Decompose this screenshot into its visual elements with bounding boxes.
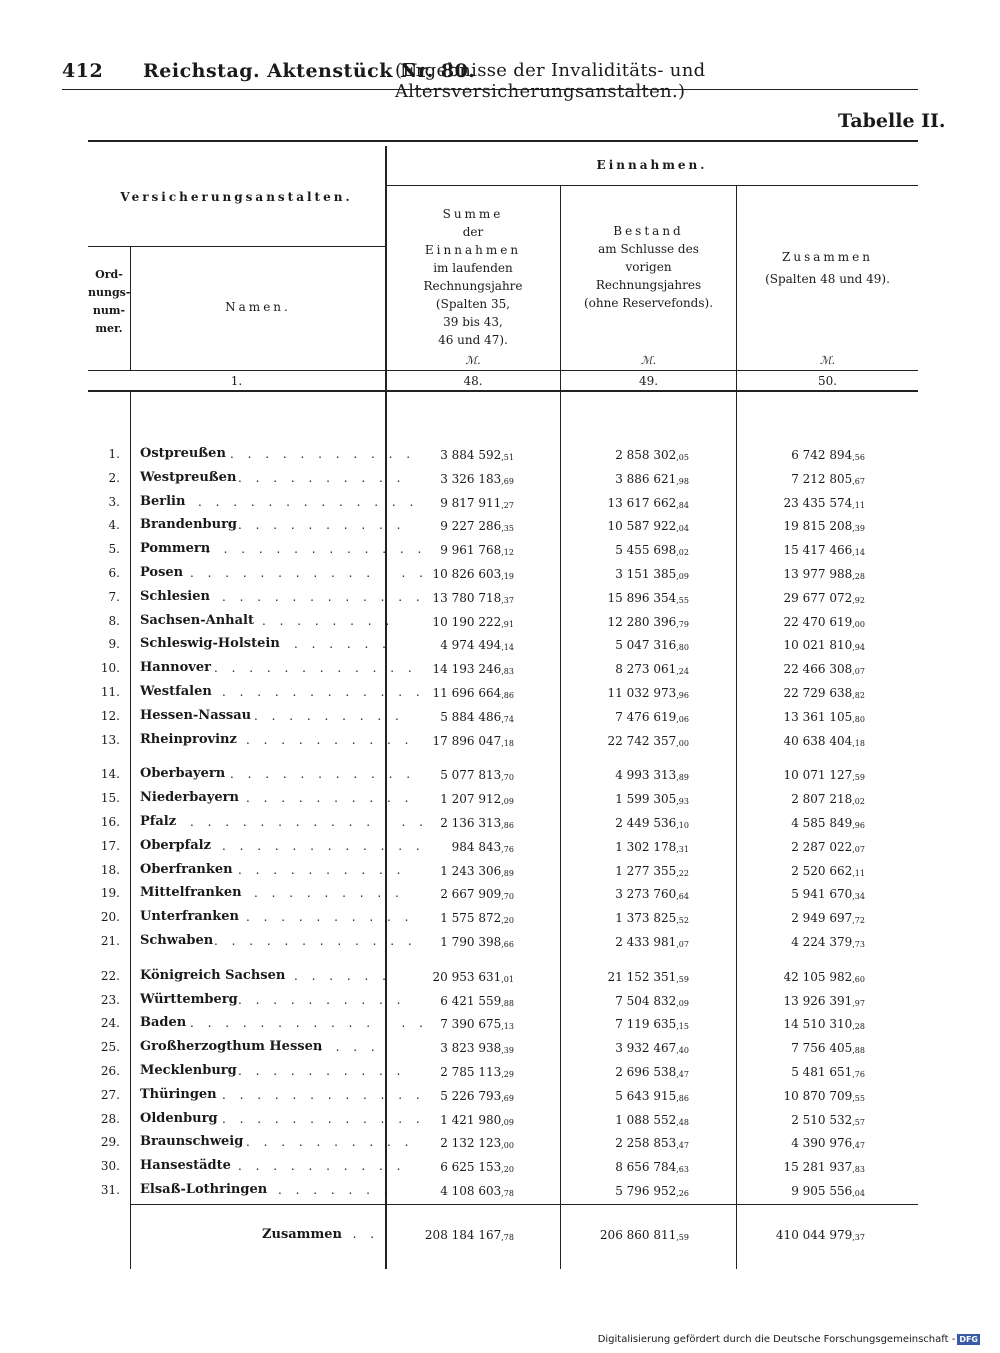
cell-c49: 3 886 $621_{,98}$ [615,471,689,486]
row-number: 11. [100,685,120,699]
colnum-1: 1. [230,374,243,388]
leader-dots: . . . . . . . . . . [238,470,406,485]
row-number: 10. [100,661,120,676]
cell-c50: 5 481 $651_{,76}$ [791,1065,865,1079]
cell-c50: 22 470 $619_{,00}$ [783,614,865,629]
row-number: 26. [100,1064,120,1078]
leader-dots: . . . . . . . . . . . . . . [190,566,428,580]
leader-dots: . . . . . . . . . . . . . . [190,815,428,829]
region-name: Unterfranken [140,909,239,925]
unit-49: ℳ. [640,354,657,367]
cell-c49: 5 047 $316_{,80}$ [615,638,689,653]
cell-c50: 10 870 $709_{,55}$ [783,1088,865,1103]
cell-c48: 10 826 $603_{,19}$ [432,567,514,581]
ordnungsnummer-heading: Ord- nungs- num- mer. [88,268,131,335]
cell-c49: 5 643 $915_{,86}$ [615,1088,689,1103]
cell-c48: 5 884 $486_{,74}$ [440,709,514,724]
col48-heading: Summe der Einnahmen im laufenden Rechnungsjahre (Spalten 35, 39 bis 43, 46 und 47). [423,207,523,347]
anstalten-rule [88,246,385,247]
region-name: Königreich Sachsen [140,967,286,983]
cell-c49: 7 119 $635_{,15}$ [615,1017,689,1032]
cell-c48: 1 575 $872_{,20}$ [440,911,514,926]
cell-c48: 11 696 $664_{,86}$ [432,686,514,700]
cell-c48: 2 136 $313_{,86}$ [440,816,514,830]
cell-c50: 4 224 $379_{,73}$ [791,935,865,949]
document-title: Reichstag. Aktenstück Nr. 80. [143,60,476,82]
cell-c50: 13 361 $105_{,80}$ [783,709,865,724]
leader-dots: . . . . . . [294,637,391,652]
cell-c48: 3 823 $938_{,39}$ [440,1041,514,1056]
cell-c50: 2 949 $697_{,72}$ [791,911,865,926]
row-number: 17. [100,838,120,853]
cell-c49: 15 896 $354_{,55}$ [607,590,689,605]
cell-c50: 13 926 $391_{,97}$ [783,993,865,1008]
leader-dots: . . . . . . . . . . . [230,767,416,782]
row-number: 8. [108,613,120,628]
versicherungsanstalten-heading: Versicherungsanstalten. [120,190,353,204]
cell-c50: 7 756 $405_{,88}$ [791,1041,865,1056]
namen-heading: Namen. [225,300,291,314]
cell-c50: 10 021 $810_{,94}$ [783,638,865,653]
cell-c50: 9 905 $556_{,04}$ [791,1184,865,1198]
cell-c48: 1 790 $398_{,66}$ [440,935,514,949]
colnum-49: 49. [638,374,659,388]
leader-dots: . . . . . . . . . . . . . . [190,1016,428,1031]
total-49: 206 860 $811_{,59}$ [599,1228,689,1242]
col-divider-ord-body [130,392,131,1269]
colnum-rule [88,390,918,392]
cell-c48: 3 884 $592_{,51}$ [440,448,514,462]
cell-c49: 8 273 $061_{,24}$ [615,662,689,677]
region-name: Hannover [140,660,211,676]
cell-c48: 984 $843_{,76}$ [451,839,514,854]
cell-c48: 20 953 $631_{,01}$ [432,969,514,984]
cell-c50: 22 466 $308_{,07}$ [783,662,865,677]
table-label: Tabelle II. [838,110,946,132]
document-subtitle: (Ergebnisse der Invaliditäts- und Altersversicherungsanstalten.) [395,60,706,102]
cell-c49: 2 449 $536_{,10}$ [615,816,689,830]
cell-c49: 21 152 $351_{,59}$ [607,969,689,984]
total-rule [130,1204,918,1205]
cell-c50: 10 071 $127_{,59}$ [783,768,865,783]
cell-c48: 3 326 $183_{,69}$ [440,471,514,486]
cell-c48: 14 193 $246_{,83}$ [432,662,514,677]
row-number: 13. [100,732,120,747]
cell-c49: 3 273 $760_{,64}$ [615,887,689,902]
cell-c48: 7 390 $675_{,13}$ [440,1017,514,1032]
region-name: Westpreußen [140,469,237,485]
row-number: 25. [100,1040,120,1055]
leader-dots: . . . . [318,1040,380,1055]
row-number: 12. [100,708,120,723]
total-label: Zusammen [262,1227,342,1242]
dfg-logo: DFG [959,1335,978,1344]
row-number: 23. [100,992,120,1007]
region-name: Pfalz [140,814,177,829]
cell-c48: 2 132 $123_{,00}$ [440,1136,514,1151]
row-number: 1. [108,447,120,461]
leader-dots: . . . . . . . . . . . . . [206,542,427,557]
leader-dots: . . . . . . . . . . [246,791,414,806]
cell-c49: 1 088 $552_{,48}$ [615,1112,689,1127]
region-name: Oberbayern [140,766,226,782]
cell-c48: 4 974 $494_{,14}$ [440,638,514,653]
cell-c48: 1 421 $980_{,09}$ [440,1112,514,1127]
region-name: Elsaß-Lothringen [140,1182,268,1197]
region-name: Berlin [140,493,186,509]
cell-c49: 5 455 $698_{,02}$ [615,543,689,558]
row-number: 20. [100,910,120,925]
leader-dots: . . . . . . . . . . . . [214,661,417,676]
cell-c49: 10 587 $922_{,04}$ [607,519,689,534]
cell-c48: 9 227 $286_{,35}$ [440,519,514,534]
cell-c49: 4 993 $313_{,89}$ [615,768,689,783]
region-name: Oldenburg [140,1110,218,1126]
cell-c48: 2 667 $909_{,70}$ [440,887,514,902]
units-rule [88,370,918,371]
row-number: 14. [100,767,120,782]
einnahmen-heading: Einnahmen. [596,158,708,172]
row-number: 3. [108,494,120,509]
cell-c50: 7 212 $805_{,67}$ [791,471,865,486]
cell-c49: 7 504 $832_{,09}$ [615,993,689,1008]
cell-c49: 2 696 $538_{,47}$ [615,1065,689,1079]
row-number: 28. [100,1111,120,1126]
leader-dots: . . . . . . . . . . [238,992,406,1007]
region-name: Brandenburg [140,517,238,533]
row-number: 19. [100,886,120,901]
leader-dots: . . . . . . [294,968,391,983]
unit-48: ℳ. [465,354,481,367]
cell-c50: 14 510 $310_{,28}$ [783,1017,865,1032]
cell-c50: 4 585 $849_{,96}$ [791,816,865,830]
cell-c50: 15 417 $466_{,14}$ [783,543,865,558]
cell-c48: 4 108 $603_{,78}$ [440,1184,514,1198]
cell-c48: 1 207 $912_{,09}$ [440,792,514,807]
leader-dots: . . . . . . . . . . . . [222,685,425,699]
cell-c49: 1 599 $305_{,93}$ [615,792,689,807]
leader-dots: . . . . . . . . . [254,708,404,723]
cell-c48: 17 896 $047_{,18}$ [432,733,514,748]
row-number: 29. [100,1135,120,1150]
footer-credit: Digitalisierung gefördert durch die Deutsche Forschungsgemeinschaft - DFG [597,1334,978,1345]
cell-c50: 2 510 $532_{,57}$ [791,1112,865,1127]
row-number: 4. [108,518,120,533]
cell-c49: 3 932 $467_{,40}$ [615,1041,689,1056]
cell-c50: 22 729 $638_{,82}$ [783,686,865,700]
leader-dots: . . . . . . . . . [254,886,404,901]
col50-heading: Zusammen (Spalten 48 und 49). [765,250,890,286]
header-rule [62,89,918,90]
total-50: 410 044 $979_{,37}$ [775,1228,865,1242]
cell-c49: 13 617 $662_{,84}$ [607,495,689,510]
cell-c50: 23 435 $574_{,11}$ [783,495,865,510]
leader-dots: . . . . . . . . . . [238,518,406,533]
cell-c50: 5 941 $670_{,34}$ [791,887,865,902]
cell-c49: 1 277 $355_{,22}$ [615,863,689,878]
cell-c50: 15 281 $937_{,83}$ [783,1160,865,1175]
region-name: Braunschweig [140,1134,244,1150]
cell-c48: 13 780 $718_{,37}$ [432,590,514,605]
row-number: 22. [100,968,120,983]
row-number: 27. [100,1087,120,1102]
row-number: 24. [100,1016,120,1031]
row-number: 15. [100,791,120,806]
leader-dots: . . . . . . . . . . . . . [198,494,419,509]
cell-c48: 9 961 $768_{,12}$ [440,543,514,558]
leader-dots: . . . . . . . . [262,613,395,628]
cell-c49: 7 476 $619_{,06}$ [615,709,689,724]
row-number: 7. [108,589,120,604]
cell-c49: 12 280 $396_{,79}$ [607,614,689,629]
total-48: 208 184 $167_{,78}$ [424,1228,514,1242]
cell-c48: 6 421 $559_{,88}$ [440,993,514,1008]
cell-c50: 6 742 $894_{,56}$ [791,448,865,462]
cell-c48: 10 190 $222_{,91}$ [432,614,514,629]
cell-c48: 9 817 $911_{,27}$ [440,495,514,510]
leader-dots: . . . . . . . . . . [238,862,406,877]
cell-c49: 3 151 $385_{,09}$ [615,567,689,581]
cell-c49: 1 373 $825_{,52}$ [615,911,689,926]
page-number: 412 [62,60,104,82]
cell-c49: 11 032 $973_{,96}$ [607,686,689,700]
cell-c48: 5 226 $793_{,69}$ [440,1088,514,1103]
region-name: Sachsen-Anhalt [140,612,254,628]
leader-dots: . . . . . . . . . . . . [222,838,425,853]
region-name: Westfalen [140,684,212,699]
cell-c49: 1 302 $178_{,31}$ [615,839,689,854]
cell-c49: 2 258 $853_{,47}$ [615,1136,689,1151]
col-divider-48 [560,185,561,1269]
cell-c50: 42 105 $982_{,60}$ [783,969,865,984]
colnum-50: 50. [817,374,838,388]
row-number: 30. [100,1159,120,1174]
leader-dots: . . . . . . . . . . [246,910,414,925]
region-name: Großherzogthum Hessen [140,1039,323,1055]
cell-c50: 29 677 $072_{,92}$ [783,590,865,605]
leader-dots: . . . . . . . [278,1183,393,1197]
row-number: 5. [108,542,120,557]
col-divider-49 [736,185,737,1269]
cell-c50: 4 390 $976_{,47}$ [791,1136,865,1151]
einnahmen-rule [385,185,918,186]
col49-heading: Bestand am Schlusse des vorigen Rechnungsjahres (ohne Reservefonds). [583,224,714,310]
region-name: Schleswig-Holstein [140,636,280,652]
cell-c49: 22 742 $357_{,00}$ [607,733,689,748]
cell-c50: 2 807 $218_{,02}$ [791,792,865,807]
cell-c50: 2 520 $662_{,11}$ [791,863,865,878]
row-number: 6. [108,566,120,580]
cell-c48: 1 243 $306_{,89}$ [440,863,514,878]
row-number: 21. [100,934,120,948]
row-number: 18. [100,862,120,877]
region-name: Pommern [140,541,211,557]
region-name: Oberfranken [140,861,233,877]
row-number: 16. [100,815,120,829]
leader-dots: . . . . . . . . . . . . [222,1111,425,1126]
cell-c49: 2 858 $302_{,05}$ [615,448,689,462]
region-name: Posen [140,565,184,580]
cell-c50: 40 638 $404_{,18}$ [783,733,865,748]
table-top-rule [88,140,918,142]
leader-dots: . . . . . . . . . . [246,732,414,747]
region-name: Mittelfranken [140,885,242,901]
cell-c50: 2 287 $022_{,07}$ [791,839,865,854]
region-name: Niederbayern [140,790,239,806]
region-name: Thüringen [140,1086,217,1102]
region-name: Oberpfalz [140,837,211,853]
cell-c48: 6 625 $153_{,20}$ [440,1160,514,1175]
region-name: Württemberg [140,991,238,1007]
region-name: Hansestädte [140,1158,231,1174]
total-dots: . . . [335,1227,380,1241]
cell-c48: 5 077 $813_{,70}$ [440,768,514,783]
cell-c50: 19 815 $208_{,39}$ [783,519,865,534]
leader-dots: . . . . . . . . . . [238,1159,406,1174]
cell-c49: 8 656 $784_{,63}$ [615,1160,689,1175]
leader-dots: . . . . . . . . . . . . [214,934,417,948]
colnum-48: 48. [463,374,483,388]
cell-c49: 2 433 $981_{,07}$ [615,935,689,949]
row-number: 2. [108,470,120,485]
region-name: Hessen-Nassau [140,707,252,723]
region-name: Schwaben [140,933,214,948]
cell-c48: 2 785 $113_{,29}$ [440,1065,514,1079]
leader-dots: . . . . . . . . . . . . [222,589,425,604]
unit-50: ℳ. [819,354,836,367]
region-name: Mecklenburg [140,1063,237,1078]
leader-dots: . . . . . . . . . . [246,1135,414,1150]
cell-c50: 13 977 $988_{,28}$ [783,567,865,581]
region-name: Schlesien [140,588,210,604]
cell-c49: 5 796 $952_{,26}$ [615,1184,689,1198]
region-name: Ostpreußen [140,446,226,461]
leader-dots: . . . . . . . . . . . [230,447,416,461]
leader-dots: . . . . . . . . . . [238,1064,406,1078]
region-name: Rheinprovinz [140,731,237,747]
leader-dots: . . . . . . . . . . . . [222,1087,425,1102]
row-number: 31. [100,1183,120,1197]
region-name: Baden [140,1015,187,1031]
row-number: 9. [108,637,120,652]
